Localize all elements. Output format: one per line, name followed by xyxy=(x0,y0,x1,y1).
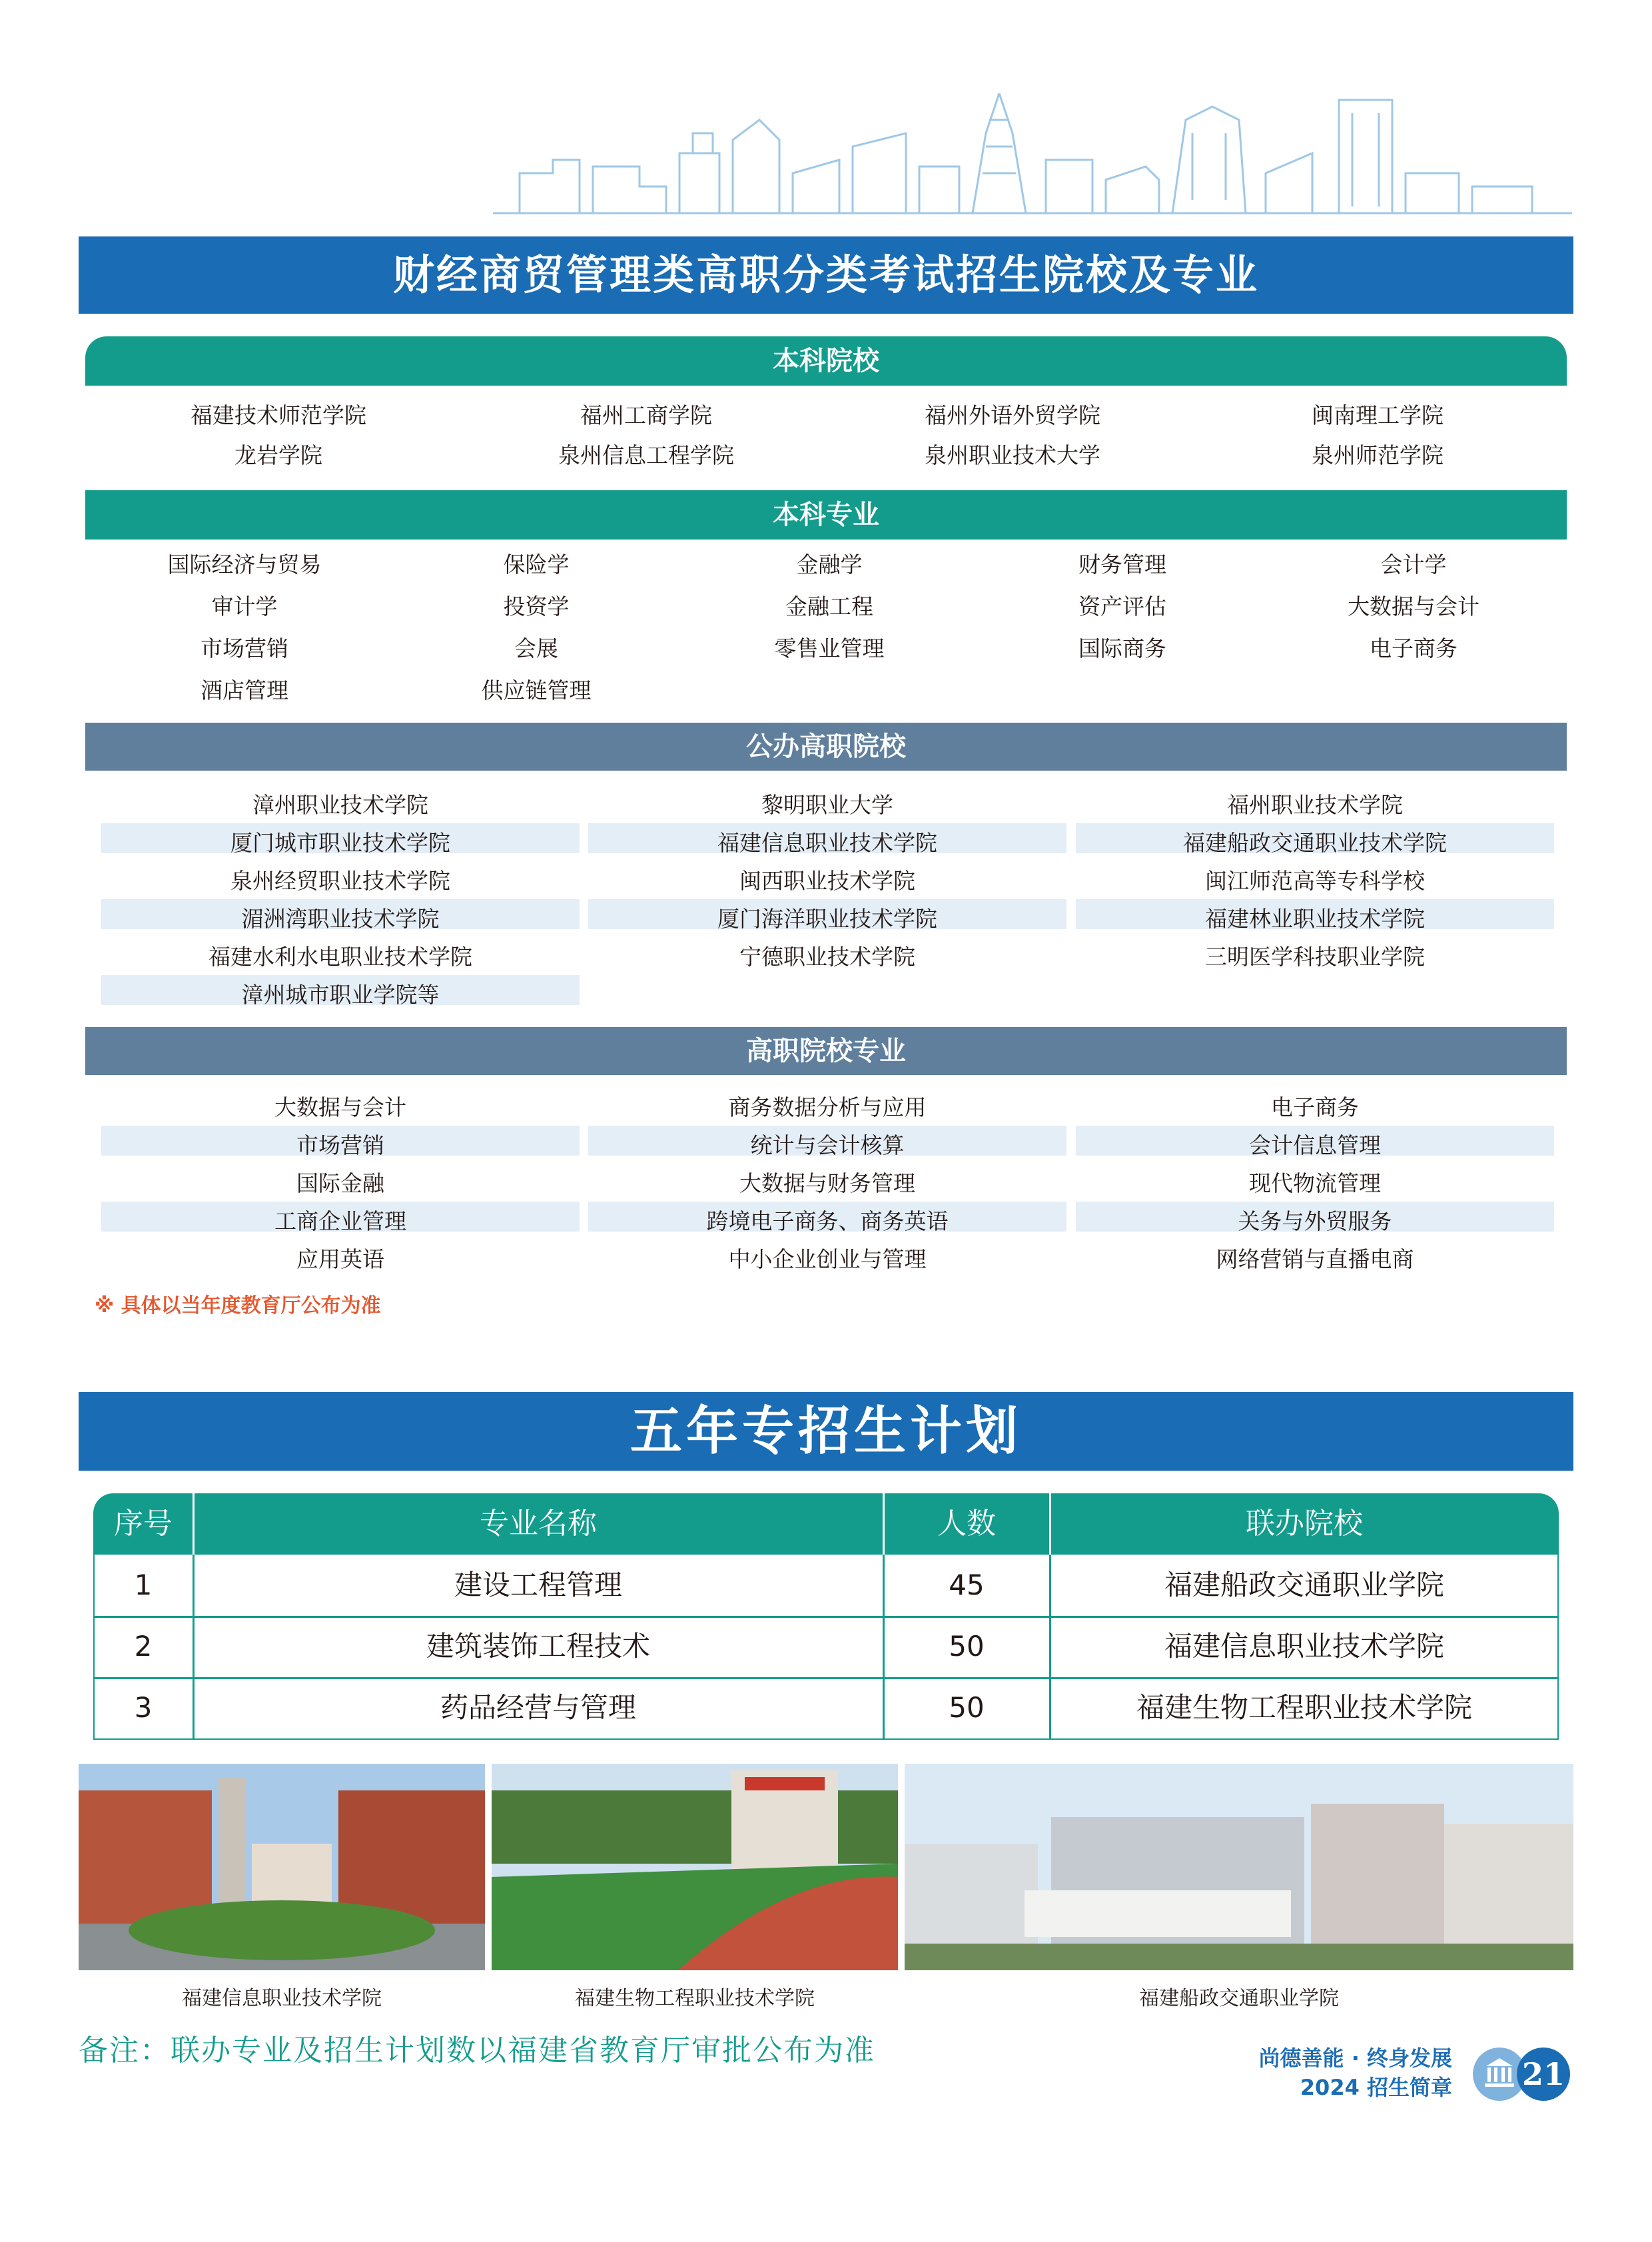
vocational-major-cell: 中小企业创业与管理 xyxy=(728,1246,927,1272)
vocational-major-cell: 统计与会计核算 xyxy=(750,1132,905,1158)
plan-table-cell: 福建船政交通职业学院 xyxy=(1164,1569,1444,1601)
vocational-school-cell: 黎明职业大学 xyxy=(761,792,893,818)
bottom-remark: 备注：联办专业及招生计划数以福建省教育厅审批公布为准 xyxy=(79,2034,875,2067)
plan-header-index: 序号 xyxy=(114,1507,173,1541)
undergrad-major-cell: 会计学 xyxy=(1380,552,1447,577)
skyline-illustration xyxy=(493,93,1572,220)
section-banner-finance: 财经商贸管理类高职分类考试招生院校及专业 xyxy=(79,236,1573,314)
vocational-major-cell: 商务数据分析与应用 xyxy=(728,1094,927,1120)
vocational-major-cell: 工商企业管理 xyxy=(274,1208,406,1234)
undergrad-major-cell: 国际经济与贸易 xyxy=(167,552,322,577)
undergrad-school-cell: 福州工商学院 xyxy=(580,402,712,428)
photo-caption-1: 福建信息职业技术学院 xyxy=(182,1987,382,2010)
footer-slogan xyxy=(1259,2044,1452,2102)
plan-table-cell: 50 xyxy=(949,1630,985,1663)
section-header-undergrad-majors: 本科专业 xyxy=(85,490,1567,540)
vocational-school-cell: 福建水利水电职业技术学院 xyxy=(208,944,472,970)
campus-photo-1 xyxy=(79,1764,485,1970)
plan-table-cell: 45 xyxy=(949,1569,985,1601)
vocational-school-cell: 福建船政交通职业技术学院 xyxy=(1183,830,1447,856)
undergrad-major-cell: 审计学 xyxy=(211,593,278,619)
undergrad-major-cell: 金融工程 xyxy=(785,593,873,619)
section-banner-five-year-plan: 五年专招生计划 xyxy=(79,1392,1573,1471)
vocational-school-cell: 厦门海洋职业技术学院 xyxy=(717,906,937,932)
plan-table-cell: 药品经营与管理 xyxy=(440,1691,636,1724)
plan-table-cell: 建筑装饰工程技术 xyxy=(426,1630,650,1663)
vocational-school-cell: 福建信息职业技术学院 xyxy=(717,830,937,856)
vocational-school-cell: 泉州经贸职业技术学院 xyxy=(230,868,450,894)
undergrad-school-cell: 闽南理工学院 xyxy=(1312,402,1444,428)
vocational-school-cell: 闽江师范高等专科学校 xyxy=(1205,868,1425,894)
plan-table-cell: 1 xyxy=(134,1569,153,1601)
section-header-undergrad-schools: 本科院校 xyxy=(85,336,1567,386)
plan-header-major: 专业名称 xyxy=(480,1507,597,1541)
vocational-school-cell: 宁德职业技术学院 xyxy=(739,944,915,970)
undergrad-major-cell: 零售业管理 xyxy=(774,635,885,661)
campus-photo-2 xyxy=(492,1764,898,1970)
vocational-school-cell: 福州职业技术学院 xyxy=(1227,792,1403,818)
undergrad-major-cell: 酒店管理 xyxy=(201,677,288,703)
undergrad-major-cell: 国际商务 xyxy=(1078,635,1166,661)
page-number-badge xyxy=(1469,2044,1575,2105)
plan-table-cell: 2 xyxy=(134,1630,153,1663)
undergrad-school-cell: 福州外语外贸学院 xyxy=(925,402,1100,428)
plan-header-partner: 联办院校 xyxy=(1246,1507,1363,1541)
campus-photo-3 xyxy=(905,1764,1573,1970)
footer-subtitle: 2024 招生简章 xyxy=(1300,2075,1452,2100)
undergrad-major-cell: 市场营销 xyxy=(201,635,288,661)
vocational-major-cell: 会计信息管理 xyxy=(1249,1132,1381,1158)
vocational-major-cell: 现代物流管理 xyxy=(1249,1170,1381,1196)
photo-caption-3: 福建船政交通职业学院 xyxy=(1139,1987,1339,2010)
undergrad-school-cell: 龙岩学院 xyxy=(234,442,322,468)
page-number: 21 xyxy=(1521,2056,1565,2092)
undergrad-school-cell: 泉州职业技术大学 xyxy=(925,442,1100,468)
vocational-major-cell: 网络营销与直播电商 xyxy=(1216,1246,1414,1272)
vocational-school-cell: 湄洲湾职业技术学院 xyxy=(241,906,440,932)
vocational-major-cell: 国际金融 xyxy=(296,1170,384,1196)
vocational-major-cell: 电子商务 xyxy=(1271,1094,1359,1120)
undergrad-major-cell: 保险学 xyxy=(503,552,570,577)
vocational-major-cell: 跨境电子商务、商务英语 xyxy=(706,1208,949,1234)
vocational-major-cell: 大数据与财务管理 xyxy=(739,1170,915,1196)
footer-slogan-line: 尚德善能 · 终身发展 xyxy=(1258,2046,1452,2071)
undergrad-school-cell: 泉州信息工程学院 xyxy=(558,442,734,468)
plan-table-cell: 建设工程管理 xyxy=(454,1569,622,1601)
plan-table-cell: 福建生物工程职业技术学院 xyxy=(1136,1691,1472,1724)
vocational-major-cell: 关务与外贸服务 xyxy=(1238,1208,1392,1234)
disclaimer-note: ※ 具体以当年度教育厅公布为准 xyxy=(95,1294,381,1317)
photo-caption-2: 福建生物工程职业技术学院 xyxy=(575,1987,815,2010)
undergrad-major-cell: 资产评估 xyxy=(1078,593,1166,619)
undergrad-school-cell: 福建技术师范学院 xyxy=(191,402,366,428)
vocational-major-cell: 市场营销 xyxy=(296,1132,384,1158)
plan-header-count: 人数 xyxy=(937,1507,996,1541)
undergrad-major-cell: 投资学 xyxy=(503,593,570,619)
vocational-school-cell: 厦门城市职业技术学院 xyxy=(230,830,450,856)
undergrad-major-cell: 财务管理 xyxy=(1078,552,1166,577)
undergrad-major-cell: 会展 xyxy=(514,635,558,661)
undergrad-major-cell: 金融学 xyxy=(796,552,863,577)
undergrad-major-cell: 大数据与会计 xyxy=(1348,593,1479,619)
section-header-vocational-majors: 高职院校专业 xyxy=(85,1027,1567,1075)
plan-table-cell: 50 xyxy=(949,1691,985,1724)
vocational-school-cell: 福建林业职业技术学院 xyxy=(1205,906,1425,932)
vocational-school-cell: 漳州职业技术学院 xyxy=(252,792,428,818)
vocational-school-cell: 三明医学科技职业学院 xyxy=(1205,944,1425,970)
undergrad-major-cell: 电子商务 xyxy=(1370,635,1457,661)
vocational-major-cell: 应用英语 xyxy=(296,1246,384,1272)
undergrad-major-cell: 供应链管理 xyxy=(481,677,592,703)
vocational-major-cell: 大数据与会计 xyxy=(274,1094,406,1120)
undergrad-school-cell: 泉州师范学院 xyxy=(1312,442,1444,468)
plan-table-cell: 3 xyxy=(134,1691,153,1724)
vocational-school-cell: 闽西职业技术学院 xyxy=(739,868,915,894)
section-header-vocational-schools: 公办高职院校 xyxy=(85,723,1567,771)
plan-table-cell: 福建信息职业技术学院 xyxy=(1164,1630,1444,1663)
vocational-school-cell: 漳州城市职业学院等 xyxy=(241,982,440,1008)
